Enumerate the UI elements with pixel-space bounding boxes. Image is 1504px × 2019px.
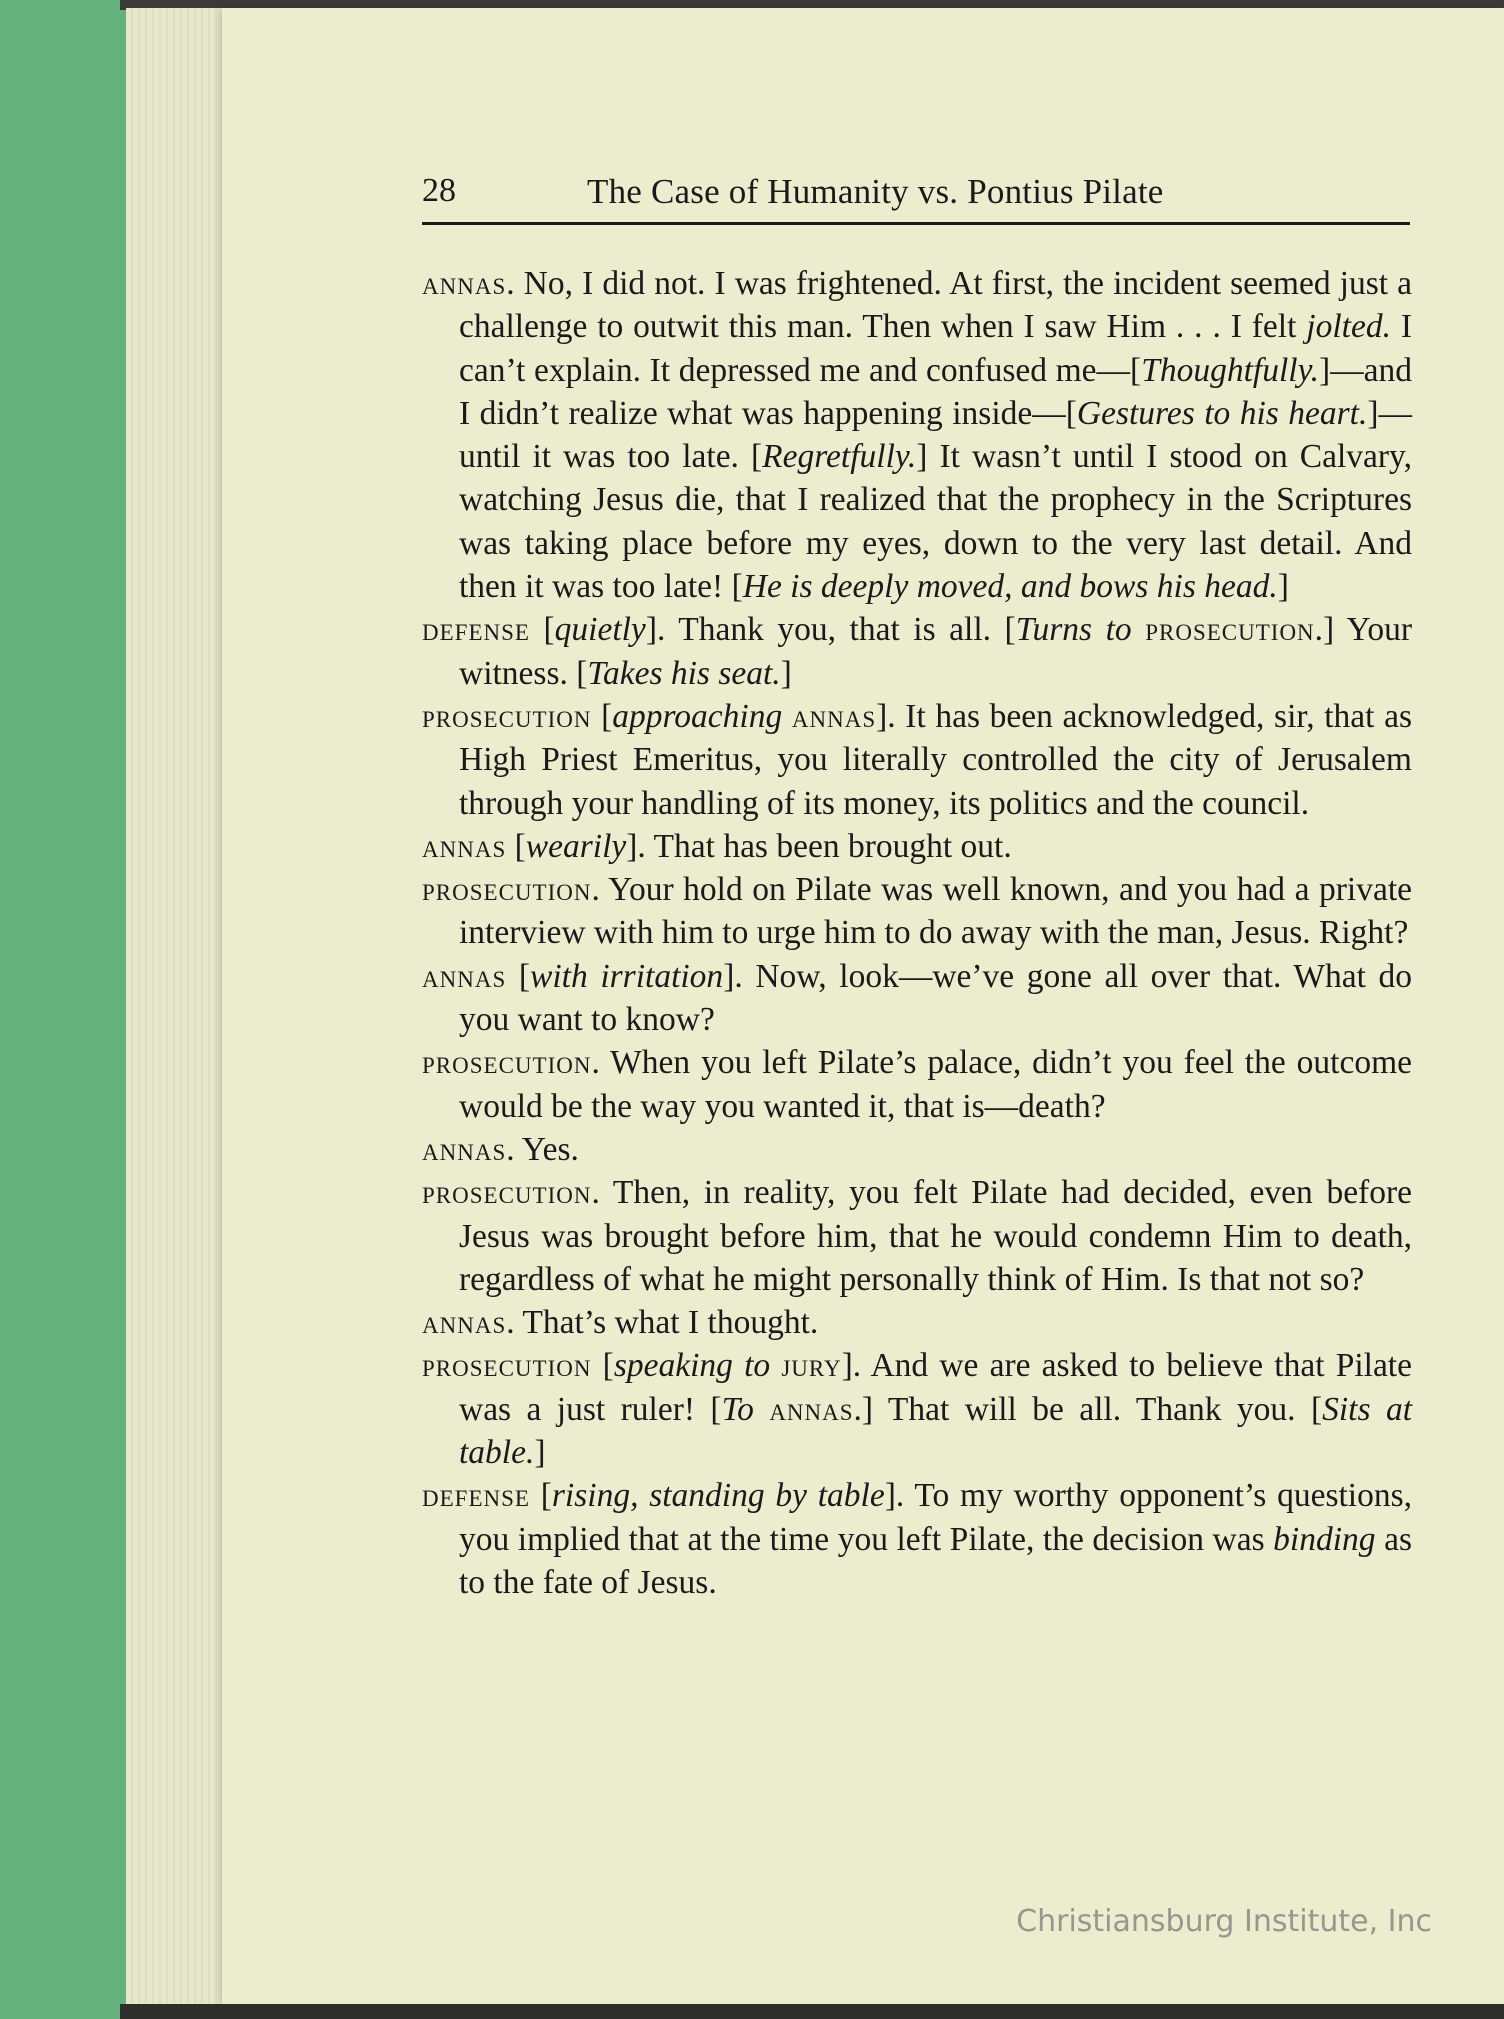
dialogue-text: . When you left Pilate’s palace, didn’t you feel the outcome would be the way you wanted it, that is—death? bbox=[459, 1044, 1412, 1125]
speaker-name: prosecution bbox=[1145, 611, 1315, 649]
speaker-name: annas bbox=[769, 1390, 854, 1428]
dialogue-text: [ bbox=[529, 1477, 552, 1515]
speaker-name: defense bbox=[422, 611, 530, 649]
speaker-name: annas bbox=[791, 697, 877, 735]
stage-direction: rising, standing by table bbox=[551, 1477, 885, 1515]
speaker-name: annas bbox=[422, 827, 507, 865]
speech-paragraph bbox=[422, 1171, 1412, 1301]
green-cover-background bbox=[0, 0, 130, 2019]
stage-direction: speaking to bbox=[613, 1347, 771, 1385]
speech-paragraph bbox=[422, 825, 1412, 868]
bottom-shadow-strip bbox=[120, 2004, 1504, 2019]
dialogue-text: [ bbox=[529, 611, 555, 649]
speaker-name: prosecution bbox=[422, 1347, 592, 1385]
dialogue-text: . Your hold on Pilate was well known, and you had a private interview with him to urge him to do away with the man, Jesus. Right? bbox=[459, 871, 1412, 952]
stage-direction: Turns to bbox=[1015, 611, 1132, 649]
speech-paragraph bbox=[422, 1301, 1412, 1344]
dialogue-text bbox=[754, 1391, 769, 1428]
dialogue-text: ]. It has been acknowledged, sir, that as High Priest Emeritus, you literally controlled the city of Jerusalem through your handling of its money, its politics and the council. bbox=[459, 697, 1412, 822]
stage-direction: approaching bbox=[612, 697, 783, 735]
speaker-name: annas bbox=[422, 265, 507, 302]
stage-direction: Thoughtfully. bbox=[1141, 351, 1319, 389]
dialogue-text: ]—and I didn’t realize what was happening inside—[ bbox=[459, 351, 1412, 432]
speaker-name: annas bbox=[422, 1130, 507, 1168]
dialogue-text: [ bbox=[591, 697, 613, 735]
speaker-name: prosecution bbox=[422, 1174, 592, 1212]
stage-direction: binding bbox=[1273, 1520, 1376, 1558]
dialogue-text: . That’s what I thought. bbox=[506, 1304, 819, 1342]
dialogue-text: ] bbox=[780, 654, 792, 692]
speech-paragraph bbox=[422, 1041, 1412, 1128]
stage-direction: To bbox=[721, 1390, 754, 1428]
dialogue-text: .] That will be all. Thank you. [ bbox=[853, 1390, 1323, 1428]
stage-direction: wearily bbox=[525, 827, 627, 865]
dialogue-text: ] bbox=[534, 1434, 546, 1472]
header-rule bbox=[422, 222, 1410, 225]
speech-paragraph bbox=[422, 1344, 1412, 1474]
page-number: 28 bbox=[422, 172, 456, 209]
dialogue-text: as to the fate of Jesus. bbox=[459, 1520, 1412, 1601]
speech-paragraph bbox=[422, 695, 1412, 825]
dialogue-text: ]—until it was too late. [ bbox=[459, 394, 1412, 476]
dialogue-text: . Yes. bbox=[506, 1130, 579, 1168]
dialogue-text: [ bbox=[506, 957, 530, 995]
dialogue-text bbox=[782, 698, 792, 735]
dialogue-text: ] It wasn’t until I stood on Calvary, watching Jesus die, that I realized that the prophecy in the Scriptures was taking place before my eyes, down to the very last detail. And then it was too late! [ bbox=[459, 438, 1413, 606]
speaker-name: prosecution bbox=[422, 871, 592, 909]
stage-direction: jolted. bbox=[1306, 308, 1391, 346]
dialogue-text: ]. And we are asked to believe that Pilate was a just ruler! [ bbox=[459, 1347, 1412, 1428]
running-title: The Case of Humanity vs. Pontius Pilate bbox=[587, 172, 1164, 211]
dialogue-text: ] bbox=[1277, 568, 1289, 606]
stage-direction: with irritation bbox=[530, 957, 724, 995]
play-dialogue bbox=[422, 262, 1412, 1604]
dialogue-text bbox=[770, 1347, 781, 1384]
speaker-name: annas bbox=[422, 957, 507, 995]
watermark: Christiansburg Institute, Inc bbox=[1016, 1904, 1432, 1939]
dialogue-text: [ bbox=[591, 1347, 614, 1385]
speech-paragraph bbox=[422, 1474, 1412, 1604]
stage-direction: Takes his seat. bbox=[587, 654, 781, 692]
dialogue-text: ]. Now, look—we’ve gone all over that. What do you want to know? bbox=[459, 957, 1412, 1039]
stage-direction: Regretfully. bbox=[762, 438, 917, 476]
dialogue-text: ]. Thank you, that is all. [ bbox=[645, 611, 1016, 649]
stage-direction: Gestures to his heart. bbox=[1076, 394, 1368, 432]
dialogue-text: .] Your witness. [ bbox=[459, 611, 1412, 692]
speaker-name: jury bbox=[781, 1347, 842, 1385]
speaker-name: prosecution bbox=[422, 697, 592, 735]
speaker-name: annas bbox=[422, 1304, 507, 1342]
speaker-name: prosecution bbox=[422, 1044, 592, 1082]
dialogue-text: ]. That has been brought out. bbox=[626, 827, 1012, 865]
speech-paragraph bbox=[422, 1128, 1412, 1171]
speech-paragraph bbox=[422, 262, 1412, 608]
dialogue-text: . No, I did not. I was frightened. At first, the incident seemed just a challenge to outwit this man. Then when I saw Him . . . I felt bbox=[459, 265, 1412, 346]
speech-paragraph bbox=[422, 955, 1412, 1042]
stage-direction: Sits at table. bbox=[459, 1390, 1412, 1472]
dialogue-text: I can’t explain. It depressed me and confused me—[ bbox=[459, 308, 1412, 389]
dialogue-text: . Then, in reality, you felt Pilate had decided, even before Jesus was brought before him, that he would condemn Him to death, regardless of what he might personally think of Him. Is that not so? bbox=[459, 1174, 1412, 1298]
speech-paragraph bbox=[422, 868, 1412, 955]
stage-direction: quietly bbox=[554, 611, 646, 649]
page-header bbox=[422, 172, 1410, 224]
speaker-name: defense bbox=[422, 1477, 530, 1515]
speech-paragraph bbox=[422, 608, 1412, 695]
dialogue-text: ]. To my worthy opponent’s questions, you implied that at the time you left Pilate, the decision was bbox=[459, 1477, 1413, 1558]
dialogue-text: [ bbox=[506, 827, 526, 865]
dialogue-text bbox=[1132, 611, 1146, 648]
stage-direction: He is deeply moved, and bows his head. bbox=[742, 568, 1278, 606]
